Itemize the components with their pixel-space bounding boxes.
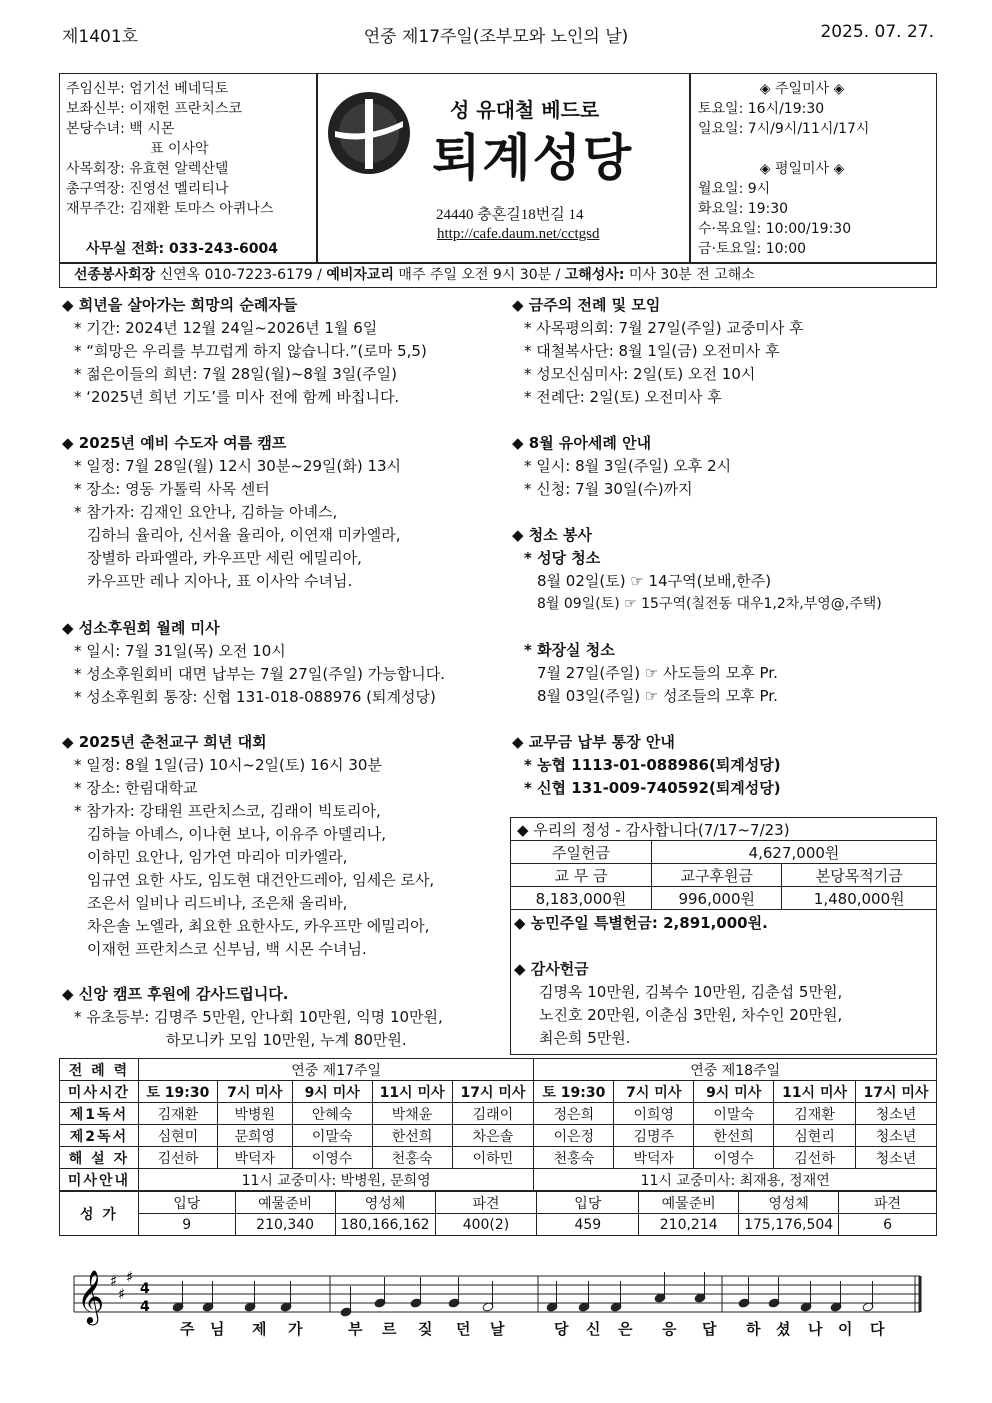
hymn-head-cell: 예물준비 <box>639 1192 739 1214</box>
svg-text:𝄞: 𝄞 <box>77 1269 105 1323</box>
svg-text:♯: ♯ <box>118 1285 126 1303</box>
church-logo <box>327 91 411 175</box>
second-reader-cell: 차은솔 <box>452 1125 534 1147</box>
commentator-cell: 이영수 <box>694 1147 774 1169</box>
offering-title: ◆ 우리의 정성 - 감사합니다(7/17~7/23) <box>511 818 937 841</box>
second-reader-cell: 심현미 <box>138 1125 217 1147</box>
second-reader-cell: 한선희 <box>372 1125 452 1147</box>
first-reader-cell: 이말숙 <box>694 1103 774 1125</box>
lyric-syllable: 날 <box>490 1320 505 1338</box>
commentator-cell: 김선하 <box>138 1147 217 1169</box>
section-title: ◆ 교무금 납부 통장 안내 <box>512 733 675 751</box>
staff-line: 재무주간: 김재환 토마스 아퀴나스 <box>66 201 274 217</box>
svg-text:♯: ♯ <box>110 1272 118 1290</box>
section-title: ◆ 신앙 캠프 후원에 감사드립니다. <box>62 985 289 1003</box>
mass-notice: 11시 교중미사: 최재용, 정재연 <box>534 1169 937 1191</box>
svg-text:4: 4 <box>140 1299 150 1315</box>
second-reader-cell: 김명주 <box>614 1125 694 1147</box>
mass-time-cell: 7시 미사 <box>614 1081 694 1103</box>
lyric-syllable: 다 <box>870 1320 885 1338</box>
weekday-mass-line: 수·목요일: 10:00/19:30 <box>698 221 852 237</box>
hymn-head-cell: 입당 <box>138 1192 235 1214</box>
first-reader-cell: 청소년 <box>856 1103 937 1125</box>
lyric-syllable: 하 <box>746 1320 761 1338</box>
hymn-head-cell: 입당 <box>537 1192 639 1214</box>
mass-time-cell: 7시 미사 <box>217 1081 292 1103</box>
hymn-number-cell: 180,166,162 <box>335 1214 435 1236</box>
section-title: ◆ 금주의 전례 및 모임 <box>512 296 661 314</box>
section-summer-camp: ◆ 2025년 예비 수도자 여름 캠프 * 일정: 7월 28일(월) 12시 30분~29일(화) 13시 * 장소: 영동 가톨릭 사목 센터 * 참가자: 김재인 요안나, 김하늘 아녜스, 김하늬 율리아, 신서율 율리아, 이연재 미카엘라, 장별하 라파엘라, 카우프만 세린 에밀리아, 카우프만 레나 지아나, 표 이사악 수녀님. <box>62 434 402 590</box>
service-banner: 선종봉사회장 신연옥 010-7223-6179 / 예비자교리 매주 주일 오전 9시 30분 / 고해성사: 미사 30분 전 고해소 <box>59 263 937 288</box>
staff-line: 총구역장: 진영선 멜리티나 <box>66 181 229 197</box>
section-cleaning: ◆ 청소 봉사 * 성당 청소 8월 02일(토) ☞ 14구역(보배,한주) 8월 09일(토) ☞ 15구역(칠전동 대우1,2차,부영@,주택) * 화장실 청소 7월 27일(주일) ☞ 사도들의 모후 Pr. 8월 03일(주일) ☞ 성조들의 모후 Pr. <box>512 526 882 705</box>
mass-time-cell: 17시 미사 <box>452 1081 534 1103</box>
section-title: ◆ 2025년 춘천교구 희년 대회 <box>62 733 267 751</box>
lyric-syllable: 당 <box>554 1320 569 1338</box>
sunday-offering-value: 4,627,000원 <box>652 841 937 864</box>
hymn-number-cell: 459 <box>537 1214 639 1236</box>
section-title: ◆ 성소후원회 월례 미사 <box>62 619 220 637</box>
lyric-syllable: 짖 <box>418 1320 433 1338</box>
second-reader-cell: 이은정 <box>534 1125 614 1147</box>
lyric-syllable: 던 <box>456 1320 471 1338</box>
bulletin-title: 연중 제17주일(조부모와 노인의 날) <box>363 27 629 47</box>
hymn-head-cell: 파견 <box>435 1192 537 1214</box>
commentator-cell: 천홍숙 <box>534 1147 614 1169</box>
first-reader-cell: 박병원 <box>217 1103 292 1125</box>
second-reader-cell: 문희영 <box>217 1125 292 1147</box>
commentator-cell: 청소년 <box>856 1147 937 1169</box>
hymn-number-cell: 210,340 <box>235 1214 335 1236</box>
lyric-syllable: 답 <box>702 1320 717 1338</box>
bulletin-date: 2025. 07. 27. <box>820 22 934 42</box>
lyric-syllable: 은 <box>618 1320 633 1338</box>
mass-schedule <box>698 79 936 259</box>
second-reader-cell: 청소년 <box>856 1125 937 1147</box>
second-reader-cell: 심현리 <box>774 1125 856 1147</box>
lyric-syllable: 이 <box>838 1320 853 1338</box>
mass-time-cell: 9시 미사 <box>694 1081 774 1103</box>
first-reader-cell: 김래이 <box>452 1103 534 1125</box>
staff-line: 사목회장: 유효현 알렉산델 <box>66 161 229 177</box>
staff-line: 주임신부: 엄기선 베네딕토 <box>66 81 229 97</box>
lyric-syllable: 님 <box>210 1320 225 1338</box>
weekday-mass-title: ◈ 평일미사 ◈ <box>759 161 845 177</box>
section-title: ◆ 2025년 예비 수도자 여름 캠프 <box>62 434 287 452</box>
lyric-syllable: 가 <box>288 1320 303 1338</box>
hymn-number-cell: 400(2) <box>435 1214 537 1236</box>
staff-line: 보좌신부: 이재헌 프란치스코 <box>66 101 242 117</box>
first-reader-cell: 안혜숙 <box>292 1103 372 1125</box>
commentator-cell: 김선하 <box>774 1147 856 1169</box>
mass-time-cell: 토 19:30 <box>534 1081 614 1103</box>
commentator-cell: 이영수 <box>292 1147 372 1169</box>
svg-text:♯: ♯ <box>126 1268 134 1286</box>
hymn-lyrics <box>60 1318 930 1340</box>
first-reader-cell: 김재환 <box>138 1103 217 1125</box>
weekday-mass-line: 화요일: 19:30 <box>698 201 789 217</box>
weekday-mass-line: 월요일: 9시 <box>698 181 771 197</box>
hymn-head-cell: 예물준비 <box>235 1192 335 1214</box>
sunday-mass-title: ◈ 주일미사 ◈ <box>759 81 845 97</box>
sunday-offering-label: 주일헌금 <box>511 841 652 864</box>
week1-title: 연중 제17주일 <box>138 1059 534 1081</box>
sunday-mass-line: 일요일: 7시/9시/11시/17시 <box>698 121 870 137</box>
commentator-cell: 박덕자 <box>614 1147 694 1169</box>
church-cafe-link[interactable]: http://cafe.daum.net/cctgsd <box>437 226 600 242</box>
church-name: 퇴계성당 <box>432 129 634 187</box>
section-title: ◆ 희년을 살아가는 희망의 순례자들 <box>62 296 298 314</box>
section-thanks-offering: ◆ 감사헌금 김명옥 10만원, 김복수 10만원, 김춘섭 5만원, 노진호 20만원, 이춘심 3만원, 차수인 20만원, 최은희 5만원. <box>514 960 843 1047</box>
lyric-syllable: 응 <box>662 1320 677 1338</box>
mass-time-cell: 17시 미사 <box>856 1081 937 1103</box>
lyric-syllable: 부 <box>348 1320 363 1338</box>
section-liturgy-meetings: ◆ 금주의 전례 및 모임 * 사목평의회: 7월 27일(주일) 교중미사 후 * 대철복사단: 8월 1일(금) 오전미사 후 * 성모신심미사: 2일(토) 오전 10시 * 전례단: 2일(토) 오전미사 후 <box>512 296 804 406</box>
section-infant-baptism: ◆ 8월 유아세례 안내 * 일시: 8월 3일(주일) 오후 2시 * 신청: 7월 30일(수)까지 <box>512 434 732 498</box>
hymn-head-cell: 영성체 <box>335 1192 435 1214</box>
lyric-syllable: 셨 <box>776 1320 791 1338</box>
svg-text:4: 4 <box>140 1281 150 1297</box>
section-vocation-mass: ◆ 성소후원회 월례 미사 * 일시: 7월 31일(목) 오전 10시 * 성소후원회비 대면 납부는 7월 27일(주일) 가능합니다. * 성소후원회 통장: 신협 131-018-088976 (퇴계성당) <box>62 619 446 706</box>
first-reader-cell: 김재환 <box>774 1103 856 1125</box>
second-reader-cell: 이말숙 <box>292 1125 372 1147</box>
offering-table: ◆ 우리의 정성 - 감사합니다(7/17~7/23) 주일헌금 4,627,000원 교 무 금 교구후원금 본당목적기금 8,183,000원 996,000원 1,480,000원 <box>510 817 937 910</box>
hymn-head-cell: 영성체 <box>739 1192 839 1214</box>
weekday-mass-line: 금·토요일: 10:00 <box>698 241 807 257</box>
section-jubilee: ◆ 희년을 살아가는 희망의 순례자들 * 기간: 2024년 12월 24일~2026년 1월 6일 * “희망은 우리를 부끄럽게 하지 않습니다.”(로마 5,5) * 젊은이들의 희년: 7월 28일(월)~8월 3일(주일) * ‘2025년 희년 기도’를 미사 전에 함께 바칩니다. <box>62 296 427 406</box>
commentator-cell: 천홍숙 <box>372 1147 452 1169</box>
mass-time-cell: 11시 미사 <box>372 1081 452 1103</box>
hymn-number-cell: 175,176,504 <box>739 1214 839 1236</box>
hymn-number-cell: 210,214 <box>639 1214 739 1236</box>
section-title: ◆ 감사헌금 <box>514 960 589 978</box>
hymn-head-cell: 파견 <box>839 1192 937 1214</box>
section-title: ◆ 8월 유아세례 안내 <box>512 434 652 452</box>
section-title: ◆ 청소 봉사 <box>512 526 592 544</box>
commentator-cell: 박덕자 <box>217 1147 292 1169</box>
section-dues-account: ◆ 교무금 납부 통장 안내 * 농협 1113-01-088986(퇴계성당) * 신협 131-009-740592(퇴계성당) <box>512 733 781 797</box>
week2-title: 연중 제18주일 <box>534 1059 937 1081</box>
staff-line: 본당수녀: 백 시몬 <box>66 121 175 137</box>
staff-line: 표 이사악 <box>150 141 209 157</box>
staff-list <box>66 79 273 219</box>
hymn-number-cell: 6 <box>839 1214 937 1236</box>
section-diocese-jubilee: ◆ 2025년 춘천교구 희년 대회 * 일정: 8월 1일(금) 10시~2일(토) 16시 30분 * 장소: 한림대학교 * 참가자: 강태원 프란치스코, 김래이 빅토리아, 김하늘 아녜스, 이나현 보나, 이유주 아델리나, 이하민 요안나, 임가연 마리아 미카엘라, 임규연 요한 사도, 임도현 대건안드레아, 임세은 로사, 조은서 일비나 리드비나, 조은채 올리바, 차은솔 노엘라, 최요한 요한사도, 카우프만 에밀리아, 이재헌 프란치스코 신부님, 백 시몬 수녀님. <box>62 733 435 958</box>
church-subtitle: 성 유대철 베드로 <box>450 98 600 122</box>
mass-time-cell: 토 19:30 <box>138 1081 217 1103</box>
mass-time-cell: 11시 미사 <box>774 1081 856 1103</box>
sunday-mass-line: 토요일: 16시/19:30 <box>698 101 825 117</box>
hymn-number-cell: 9 <box>138 1214 235 1236</box>
commentator-cell: 이하민 <box>452 1147 534 1169</box>
mass-notice: 11시 교중미사: 박병원, 문희영 <box>138 1169 534 1191</box>
second-reader-cell: 한선희 <box>694 1125 774 1147</box>
liturgy-roster-table: 전 례 력 연중 제17주일 연중 제18주일 미사시간 토 19:30 7시 미사 9시 미사 11시 미사 17시 미사 토 19:30 7시 미사 9시 미사 11시 미사 17시 미사 제1독서 김재환 박병원 안혜숙 박채윤 김래이 정은희 이희영 이말숙 김재환 청소년 제2독서 심현미 문희영 이말숙 한선희 차은솔 이은정 김명주 한선희 심현리 청소년 해 설 자 김선하 박덕자 이영수 천홍숙 이하민 천홍숙 박덕자 이영수 김선하 청소년 미사안내 11시 교중미사: 박병원, 문희영 11시 교중미사: 최재용, 정재연 성 가 입당 예물준비 영성체 파견 입당 예물준비 영성체 파견 9 210,340 180,166,162 400(2) 459 210,214 175,176,504 6 <box>59 1058 937 1236</box>
first-reader-cell: 이희영 <box>614 1103 694 1125</box>
office-phone: 사무실 전화: 033-243-6004 <box>86 241 278 257</box>
mass-time-cell: 9시 미사 <box>292 1081 372 1103</box>
lyric-syllable: 신 <box>586 1320 601 1338</box>
section-faith-camp: ◆ 신앙 캠프 후원에 감사드립니다. * 유초등부: 김명주 5만원, 안나회 10만원, 익명 10만원, 하모니카 모임 10만원, 누계 80만원. <box>62 985 443 1049</box>
farmers-offering: ◆ 농민주일 특별헌금: 2,891,000원. <box>514 914 768 932</box>
church-address: 24440 충혼길18번길 14 <box>436 207 584 223</box>
lyric-syllable: 주 <box>180 1320 195 1338</box>
first-reader-cell: 정은희 <box>534 1103 614 1125</box>
lyric-syllable: 나 <box>808 1320 823 1338</box>
issue-number: 제1401호 <box>62 27 139 47</box>
lyric-syllable: 르 <box>382 1320 397 1338</box>
first-reader-cell: 박채윤 <box>372 1103 452 1125</box>
lyric-syllable: 제 <box>252 1320 267 1338</box>
